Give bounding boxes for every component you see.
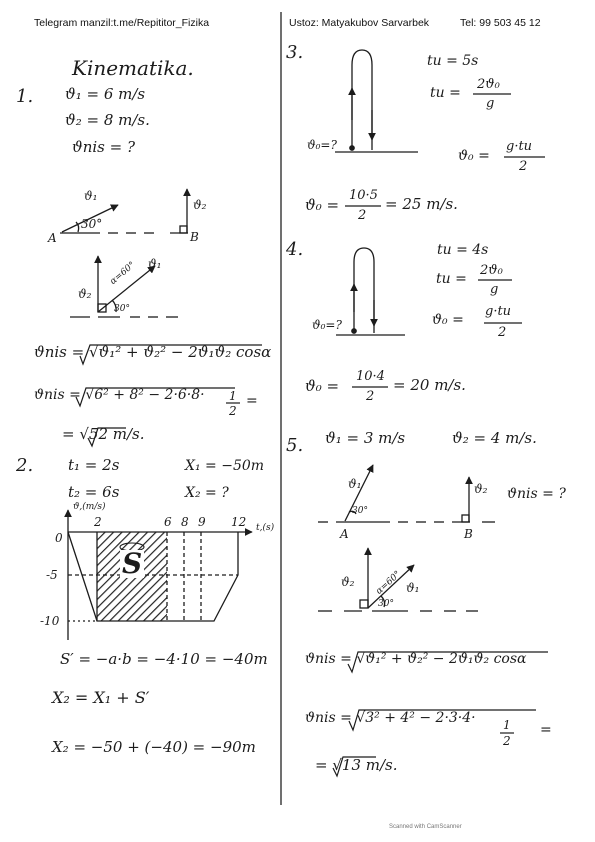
- p2-graph-xtick-12: 12: [231, 515, 247, 529]
- p5-fig1-angle: 30°: [352, 506, 368, 516]
- p1-fig2-v2-label: ϑ₂: [78, 287, 92, 301]
- p3-result-num: 10·5: [349, 188, 378, 203]
- p1-fig1-v1-label: ϑ₁: [84, 189, 98, 203]
- p4-number: 4.: [286, 239, 304, 260]
- p4-tu-den: g: [490, 282, 499, 297]
- p2-graph-xtick-9: 9: [198, 515, 206, 529]
- p1-formula: ϑnis = √ϑ₁² + ϑ₂² − 2ϑ₁ϑ₂ cosα: [34, 343, 272, 361]
- p2-graph-origin: 0: [55, 531, 63, 545]
- p1-given-v2: ϑ₂ = 8 m/s.: [65, 111, 150, 129]
- p1-number: 1.: [16, 86, 34, 107]
- p5-fig2-v2-label: ϑ₂: [341, 575, 355, 589]
- p5-fig1-question: ϑnis = ?: [507, 486, 566, 502]
- p2-s-equation: S′ = −a·b = −4·10 = −40m: [60, 650, 268, 668]
- p1-fig2-v1-label: ϑ₁: [148, 257, 162, 271]
- teacher-name: Ustoz: Matyakubov Sarvarbek: [289, 17, 430, 29]
- p1-sub-num: 1: [229, 389, 237, 403]
- fraction-bars: [226, 94, 545, 733]
- p5-result: = √13 m/s.: [315, 756, 398, 774]
- p3-result-den: 2: [358, 208, 367, 223]
- p2-graph-xtick-6: 6: [164, 515, 172, 529]
- p1-given-question: ϑnis = ?: [72, 138, 136, 156]
- p5-substitution: ϑnis = √3² + 4² − 2·3·4·: [305, 710, 476, 726]
- p3-v0-num: g·tu: [506, 139, 533, 154]
- p2-graph-area-label: S: [122, 547, 143, 580]
- p2-x2-formula: X₂ = X₁ + S′: [52, 688, 150, 707]
- p5-v1: ϑ₁ = 3 m/s: [325, 429, 406, 447]
- p3-tu-lhs: tu =: [430, 85, 461, 101]
- p3-fig-label: ϑ₀=?: [307, 138, 337, 152]
- p1-substitution: ϑnis = √6² + 8² − 2·6·8·: [34, 387, 205, 403]
- p2-graph-xlabel: t,(s): [256, 523, 275, 533]
- scanner-watermark: Scanned with CamScanner: [389, 824, 462, 830]
- p2-graph-ylabel: ϑ,(m/s): [73, 502, 106, 512]
- p1-sub-eq: =: [246, 393, 258, 409]
- p3-v0-lhs: ϑ₀ =: [458, 148, 490, 164]
- p2-t2: t₂ = 6s: [68, 483, 120, 501]
- p1-sub-den: 2: [229, 404, 237, 418]
- p5-fig1-a: A: [340, 527, 349, 541]
- p5-formula: ϑnis = √ϑ₁² + ϑ₂² − 2ϑ₁ϑ₂ cosα: [305, 651, 527, 667]
- p1-fig1-angle: 30°: [81, 217, 103, 231]
- p4-v0-den: 2: [498, 325, 507, 340]
- p1-fig1-b: B: [190, 230, 199, 244]
- p4-tu-given: tu = 4s: [437, 242, 489, 258]
- p1-figure-1: [60, 189, 188, 233]
- p3-tu-den: g: [486, 96, 495, 111]
- p5-fig2-v1-label: ϑ₁: [406, 581, 420, 595]
- p2-x2-result: X₂ = −50 + (−40) = −90m: [52, 738, 256, 756]
- p3-v0-den: 2: [519, 159, 528, 174]
- telegram-link-text: Telegram manzil:t.me/Repititor_Fizika: [34, 17, 210, 29]
- phone-number: Tel: 99 503 45 12: [460, 17, 541, 29]
- p5-figure-1: [318, 465, 495, 522]
- p4-fig-label: ϑ₀=?: [312, 318, 342, 332]
- p5-fig1-v1-label: ϑ₁: [348, 477, 362, 491]
- p3-figure: [335, 50, 418, 152]
- p4-result-num: 10·4: [356, 369, 385, 384]
- page-title: Kinematika.: [72, 56, 194, 80]
- p5-number: 5.: [286, 435, 304, 456]
- p1-fig2-angle60: α=60°: [108, 260, 138, 287]
- p2-graph-xtick-2: 2: [94, 515, 102, 529]
- p5-fig2-angle60: α=60°: [374, 569, 404, 597]
- p2-graph-ytick-10: -10: [40, 614, 60, 628]
- p4-result-lhs: ϑ₀ =: [305, 377, 340, 395]
- p1-fig1-v2-label: ϑ₂: [193, 198, 207, 212]
- p3-tu-num: 2ϑ₀: [477, 77, 500, 92]
- p5-sub-den: 2: [503, 734, 511, 748]
- p3-result-rhs: = 25 m/s.: [385, 195, 458, 213]
- p2-graph: [68, 510, 252, 640]
- p1-given-v1: ϑ₁ = 6 m/s: [65, 85, 146, 103]
- p5-sub-num: 1: [503, 718, 511, 732]
- p3-result-lhs: ϑ₀ =: [305, 196, 340, 214]
- p4-v0-lhs: ϑ₀ =: [432, 312, 464, 328]
- p2-graph-ytick-5: -5: [46, 568, 58, 582]
- p2-t1: t₁ = 2s: [68, 456, 120, 474]
- p1-fig2-angle30: 30°: [114, 304, 130, 314]
- p1-result: = √52 m/s.: [62, 425, 145, 443]
- p2-number: 2.: [16, 455, 34, 476]
- p4-tu-num: 2ϑ₀: [480, 263, 503, 278]
- p2-x2: X₂ = ?: [185, 485, 229, 501]
- p4-figure: [336, 248, 405, 335]
- p4-result-den: 2: [366, 389, 375, 404]
- p5-fig2-angle30: 30°: [378, 599, 394, 609]
- p4-tu-lhs: tu =: [436, 271, 467, 287]
- p4-result-rhs: = 20 m/s.: [393, 376, 466, 394]
- p5-fig1-b: B: [464, 527, 473, 541]
- p3-number: 3.: [286, 42, 304, 63]
- p2-graph-xtick-8: 8: [181, 515, 189, 529]
- p5-v2: ϑ₂ = 4 m/s.: [452, 429, 537, 447]
- p3-tu-given: tu = 5s: [427, 53, 479, 69]
- p5-sub-eq: =: [540, 722, 552, 738]
- p5-fig1-v2-label: ϑ₂: [474, 482, 488, 496]
- p4-v0-num: g·tu: [485, 304, 512, 319]
- p1-fig1-a: A: [48, 231, 57, 245]
- p2-x1: X₁ = −50m: [185, 458, 265, 474]
